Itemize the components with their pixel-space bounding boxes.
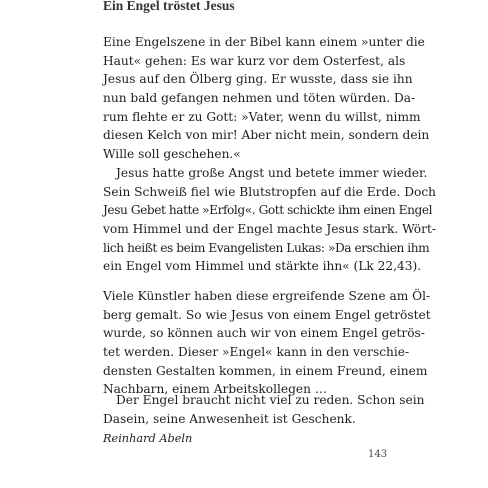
paragraph-2 (103, 164, 437, 276)
text-line: Jesu Gebet hatte »Erfolg«. Gott schickte ihm einen Engel (103, 203, 433, 218)
text-line: Nachbarn, einem Arbeitskollegen … (103, 382, 328, 397)
text-line: berg gemalt. So wie Jesus von einem Engel getröstet (103, 307, 431, 322)
paragraph-4 (103, 391, 425, 428)
page-number: 143 (368, 449, 388, 460)
paragraph-3 (103, 287, 431, 399)
text-line: wurde, so können auch wir von einem Engel getrös- (103, 326, 425, 341)
text-line: densten Gestalten kommen, in einem Freund, einem (103, 363, 428, 378)
text-line: Jesus auf den Ölberg ging. Er wusste, dass sie ihn (103, 72, 413, 87)
text-line: nun bald gefangen nehmen und töten würden. Da- (103, 91, 416, 106)
text-line: lich heißt es beim Evangelisten Lukas: »Da erschien ihm (103, 240, 430, 255)
text-line: ein Engel vom Himmel und stärkte ihn« (Lk 22,43). (103, 259, 422, 274)
text-line: Sein Schweiß fiel wie Blutstropfen auf die Erde. Doch (103, 184, 437, 199)
text-line: Wille soll geschehen.« (103, 147, 241, 162)
text-line: tet werden. Dieser »Engel« kann in den verschie- (103, 345, 410, 360)
text-line: Jesus hatte große Angst und betete immer wieder. (116, 166, 428, 180)
text-line: Viele Künstler haben diese ergreifende Szene am Öl- (103, 289, 431, 303)
text-line: Der Engel braucht nicht viel zu reden. Schon sein (116, 393, 425, 407)
text-line: diesen Kelch von mir! Aber nicht mein, sondern dein (103, 128, 430, 143)
text-line: Eine Engelszene in der Bibel kann einem »unter die (103, 35, 425, 49)
text-line: rum flehte er zu Gott: »Vater, wenn du willst, nimm (103, 109, 421, 124)
text-line: Haut« gehen: Es war kurz vor dem Osterfest, als (103, 53, 406, 68)
text-line: vom Himmel und der Engel machte Jesus stark. Wört- (103, 222, 436, 237)
text-line: Dasein, seine Anwesenheit ist Geschenk. (103, 411, 356, 426)
author-name: Reinhard Abeln (103, 432, 193, 445)
paragraph-1 (103, 33, 430, 164)
section-heading: Ein Engel tröstet Jesus (103, 0, 235, 13)
